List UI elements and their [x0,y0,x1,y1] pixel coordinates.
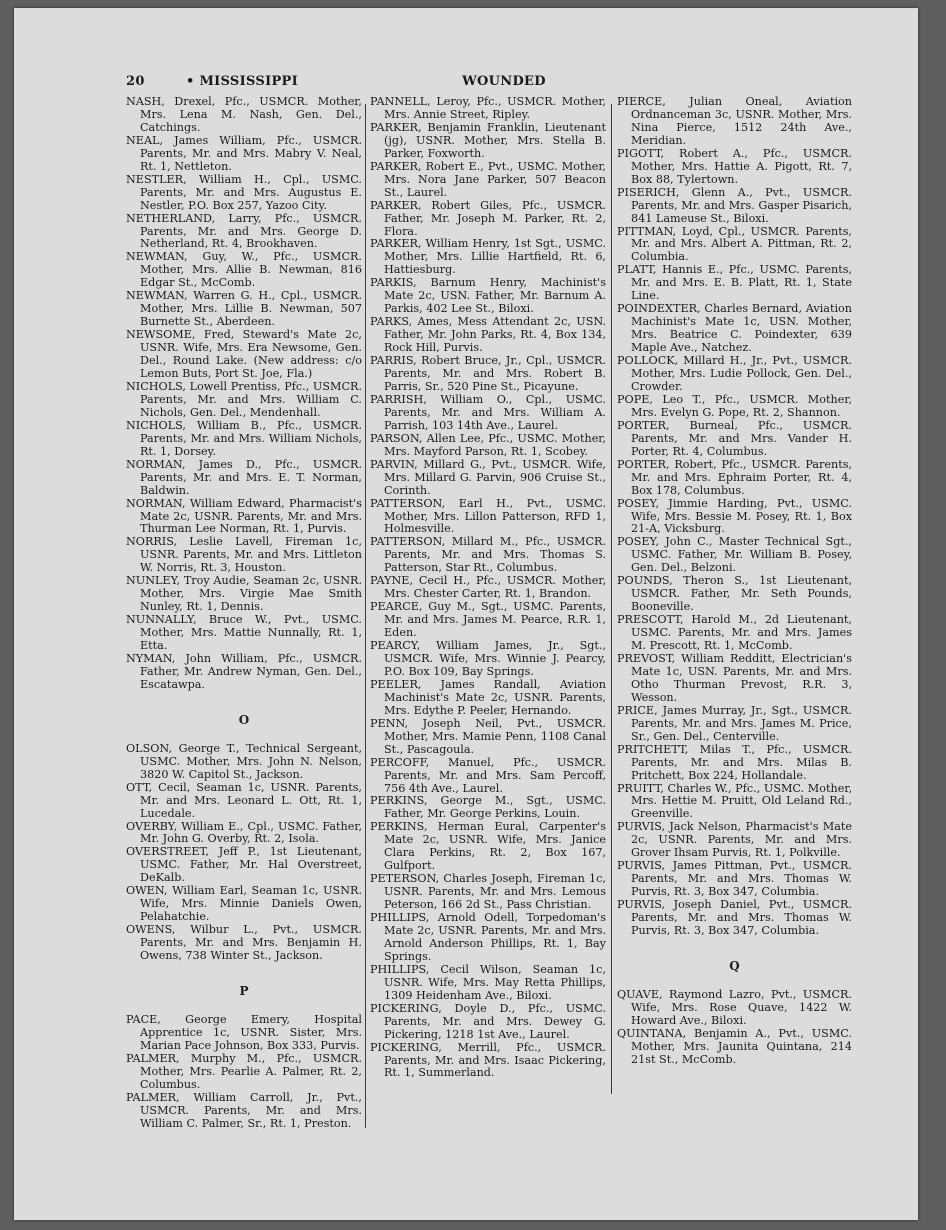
casualty-entry: NEAL, James William, Pfc., USMCR. Parents, Mr. and Mrs. Mabry V. Neal, Rt. 1, Nettleton. [126,133,362,173]
casualty-entry: PARKIS, Barnum Henry, Machinist's Mate 2c, USN. Father, Mr. Barnum A. Parkis, 402 Lee St., Biloxi. [370,276,606,316]
casualty-entry: PISERICH, Glenn A., Pvt., USMCR. Parents, Mr. and Mrs. Gasper Pisarich, 841 Lameuse St., Biloxi. [617,185,852,225]
casualty-entry: PEARCY, William James, Jr., Sgt., USMCR. Wife, Mrs. Winnie J. Pearcy, P.O. Box 109, Bay Springs. [370,639,606,678]
casualty-entry: PREVOST, William Redditt, Electrician's Mate 1c, USN. Parents, Mr. and Mrs. Otho Thurman Prevost, R.R. 3, Wesson. [617,651,852,704]
casualty-entry: POSEY, Jimmie Harding, Pvt., USMC. Wife, Mrs. Bessie M. Posey, Rt. 1, Box 21-A, Vicksburg. [617,496,852,536]
casualty-entry: PIGOTT, Robert A., Pfc., USMCR. Mother, Mrs. Hattie A. Pigott, Rt. 7, Box 88, Tylertown. [617,146,852,186]
casualty-entry: NICHOLS, William B., Pfc., USMCR. Parents, Mr. and Mrs. William Nichols, Rt. 1, Dorsey. [126,418,362,458]
casualty-entry: POUNDS, Theron S., 1st Lieutenant, USMCR. Father, Mr. Seth Pounds, Booneville. [617,574,852,614]
casualty-entry: OWENS, Wilbur L., Pvt., USMCR. Parents, Mr. and Mrs. Benjamin H. Owens, 738 Winter St., Jackson. [126,923,362,963]
column-1 [126,96,362,1131]
casualty-entry: PARKS, Ames, Mess Attendant 2c, USN. Father, Mr. John Parks, Rt. 4, Box 134, Rock Hill, Purvis. [370,315,606,355]
casualty-entry: NEWMAN, Guy, W., Pfc., USMCR. Mother, Mrs. Allie B. Newman, 816 Edgar St., McComb. [126,250,362,290]
casualty-entry: PENN, Joseph Neil, Pvt., USMCR. Mother, Mrs. Mamie Penn, 1108 Canal St., Pascagoula. [370,716,606,756]
casualty-entry: PARVIN, Millard G., Pvt., USMCR. Wife, Mrs. Millard G. Parvin, 906 Cruise St., Corinth. [370,457,606,497]
casualty-entry: POINDEXTER, Charles Bernard, Aviation Machinist's Mate 1c, USN. Mother, Mrs. Beatrice C. Poindexter, 639 Maple Ave., Natchez. [617,302,852,355]
casualty-entry: OTT, Cecil, Seaman 1c, USNR. Parents, Mr. and Mrs. Leonard L. Ott, Rt. 1, Lucedale. [126,780,362,820]
casualty-entry: PALMER, William Carroll, Jr., Pvt., USMCR. Parents, Mr. and Mrs. William C. Palmer, Sr., Rt. 1, Preston. [126,1090,362,1130]
casualty-entry: PANNELL, Leroy, Pfc., USMCR. Mother, Mrs. Annie Street, Ripley. [370,95,606,121]
casualty-entry: PURVIS, James Pittman, Pvt., USMCR. Parents, Mr. and Mrs. Thomas W. Purvis, Rt. 3, Box 347, Columbia. [617,859,852,899]
casualty-entry: NICHOLS, Lowell Prentiss, Pfc., USMCR. Parents, Mr. and Mrs. William C. Nichols, Gen. Del., Mendenhall. [126,379,362,419]
casualty-entry: PERKINS, George M., Sgt., USMC. Father, Mr. George Perkins, Louin. [370,794,606,821]
casualty-entry: OLSON, George T., Technical Sergeant, USMC. Mother, Mrs. John N. Nelson, 3820 W. Capitol St., Jackson. [126,741,362,781]
column-3 [617,96,852,1067]
casualty-entry: NUNNALLY, Bruce W., Pvt., USMC. Mother, Mrs. Mattie Nunnally, Rt. 1, Etta. [126,613,362,653]
casualty-entry: NUNLEY, Troy Audie, Seaman 2c, USNR. Mother, Mrs. Virgie Mae Smith Nunley, Rt. 1, Dennis. [126,574,362,614]
casualty-entry: NEWSOME, Fred, Steward's Mate 2c, USNR. Wife, Mrs. Era Newsome, Gen. Del., Round Lake. (New address: c/o Lemon Buts, Port St. Joe, Fla.) [126,328,362,381]
casualty-entry: PEELER, James Randall, Aviation Machinist's Mate 2c, USNR. Parents, Mrs. Edythe P. Peeler, Hernando. [370,677,606,717]
casualty-entry: OVERBY, William E., Cpl., USMC. Father, Mr. John G. Overby, Rt. 2, Isola. [126,819,362,846]
casualty-entry: PURVIS, Joseph Daniel, Pvt., USMCR. Parents, Mr. and Mrs. Thomas W. Purvis, Rt. 3, Box 347, Columbia. [617,898,852,937]
casualty-entry: POPE, Leo T., Pfc., USMCR. Mother, Mrs. Evelyn G. Pope, Rt. 2, Shannon. [617,392,852,419]
section-letter: P [239,984,249,998]
casualty-entry: PATTERSON, Millard M., Pfc., USMCR. Parents, Mr. and Mrs. Thomas S. Patterson, Star Rt., Columbus. [370,535,606,575]
casualty-entry: POLLOCK, Millard H., Jr., Pvt., USMCR. Mother, Mrs. Ludie Pollock, Gen. Del., Crowder. [617,354,852,393]
casualty-entry: PAYNE, Cecil H., Pfc., USMCR. Mother, Mrs. Chester Carter, Rt. 1, Brandon. [370,574,606,601]
casualty-entry: PACE, George Emery, Hospital Apprentice 1c, USNR. Sister, Mrs. Marian Pace Johnson, Box 333, Purvis. [126,1012,362,1052]
casualty-entry: QUAVE, Raymond Lazro, Pvt., USMCR. Wife, Mrs. Rose Quave, 1422 W. Howard Ave., Biloxi. [617,987,852,1027]
column-2 [370,96,606,1080]
casualty-entry: PORTER, Robert, Pfc., USMCR. Parents, Mr. and Mrs. Ephraim Porter, Rt. 4, Box 178, Columbus. [617,457,852,497]
casualty-entry: PARKER, Robert Giles, Pfc., USMCR. Father, Mr. Joseph M. Parker, Rt. 2, Flora. [370,198,606,238]
casualty-entry: PETERSON, Charles Joseph, Fireman 1c, USNR. Parents, Mr. and Mrs. Lemous Peterson, 166 2d St., Pass Christian. [370,872,606,912]
casualty-entry: NETHERLAND, Larry, Pfc., USMCR. Parents, Mr. and Mrs. George D. Netherland, Rt. 4, Brookhaven. [126,211,362,251]
casualty-entry: OVERSTREET, Jeff P., 1st Lieutenant, USMC. Father, Mr. Hal Overstreet, DeKalb. [126,845,362,885]
casualty-entry: PRUITT, Charles W., Pfc., USMC. Mother, Mrs. Hettie M. Pruitt, Old Leland Rd., Greenville. [617,781,852,821]
casualty-entry: PARKER, Robert E., Pvt., USMC. Mother, Mrs. Nora Jane Parker, 507 Beacon St., Laurel. [370,159,606,199]
casualty-entry: PHILLIPS, Arnold Odell, Torpedoman's Mate 2c, USNR. Parents, Mr. and Mrs. Arnold Anderson Phillips, Rt. 1, Bay Springs. [370,911,606,963]
casualty-entry: PARRIS, Robert Bruce, Jr., Cpl., USMCR. Parents, Mr. and Mrs. Robert B. Parris, Sr., 520 Pine St., Picayune. [370,354,606,393]
casualty-entry: OWEN, William Earl, Seaman 1c, USNR. Wife, Mrs. Minnie Daniels Owen, Pelahatchie. [126,884,362,924]
section-title: WOUNDED [462,74,546,89]
casualty-entry: PURVIS, Jack Nelson, Pharmacist's Mate 2c, USNR. Parents, Mr. and Mrs. Grover Ihsam Purvis, Rt. 1, Polkville. [617,820,852,860]
casualty-entry: PARKER, William Henry, 1st Sgt., USMC. Mother, Mrs. Lillie Hartfield, Rt. 6, Hattiesburg. [370,237,606,277]
casualty-entry: PIERCE, Julian Oneal, Aviation Ordnanceman 3c, USNR. Mother, Mrs. Nina Pierce, 1512 24th Ave., Meridian. [617,95,852,147]
casualty-entry: NORRIS, Leslie Lavell, Fireman 1c, USNR. Parents, Mr. and Mrs. Littleton W. Norris, Rt. 3, Houston. [126,535,362,575]
casualty-entry: QUINTANA, Benjamin A., Pvt., USMC. Mother, Mrs. Jaunita Quintana, 214 21st St., McComb. [617,1026,852,1066]
state-name: • MISSISSIPPI [186,74,298,89]
document-page [14,8,918,1220]
page-number: 20 [126,74,145,89]
casualty-entry: PITTMAN, Loyd, Cpl., USMCR. Parents, Mr. and Mrs. Albert A. Pittman, Rt. 2, Columbia. [617,224,852,264]
casualty-entry: NORMAN, James D., Pfc., USMCR. Parents, Mr. and Mrs. E. T. Norman, Baldwin. [126,457,362,497]
casualty-entry: PARRISH, William O., Cpl., USMC. Parents, Mr. and Mrs. William A. Parrish, 103 14th Ave., Laurel. [370,392,606,432]
casualty-entry: PATTERSON, Earl H., Pvt., USMC. Mother, Mrs. Lillon Patterson, RFD 1, Holmesville. [370,496,606,536]
casualty-entry: PRICE, James Murray, Jr., Sgt., USMCR. Parents, Mr. and Mrs. James M. Price, Sr., Gen. Del., Centerville. [617,703,852,743]
casualty-entry: PORTER, Burneal, Pfc., USMCR. Parents, Mr. and Mrs. Vander H. Porter, Rt. 4, Columbus. [617,418,852,458]
section-letter: Q [729,958,740,973]
casualty-entry: PLATT, Hannis E., Pfc., USMC. Parents, Mr. and Mrs. E. B. Platt, Rt. 1, State Line. [617,263,852,303]
casualty-entry: PALMER, Murphy M., Pfc., USMCR. Mother, Mrs. Pearlie A. Palmer, Rt. 2, Columbus. [126,1051,362,1091]
casualty-entry: PRITCHETT, Milas T., Pfc., USMCR. Parents, Mr. and Mrs. Milas B. Pritchett, Box 224, Hollandale. [617,742,852,782]
casualty-entry: PERCOFF, Manuel, Pfc., USMCR. Parents, Mr. and Mrs. Sam Percoff, 756 4th Ave., Laurel. [370,755,606,795]
casualty-entry: NESTLER, William H., Cpl., USMC. Parents, Mr. and Mrs. Augustus E. Nestler, P.O. Box 257, Yazoo City. [126,172,362,212]
column-divider-1 [365,104,366,1128]
casualty-entry: NYMAN, John William, Pfc., USMCR. Father, Mr. Andrew Nyman, Gen. Del., Escatawpa. [126,651,362,691]
casualty-entry: NORMAN, William Edward, Pharmacist's Mate 2c, USNR. Parents, Mr. and Mrs. Thurman Lee Norman, Rt. 1, Purvis. [126,496,362,536]
casualty-entry: PEARCE, Guy M., Sgt., USMC. Parents, Mr. and Mrs. James M. Pearce, R.R. 1, Eden. [370,600,606,640]
section-letter: O [238,712,250,727]
state-name-text: MISSISSIPPI [199,74,298,89]
casualty-entry: PRESCOTT, Harold M., 2d Lieutenant, USMC. Parents, Mr. and Mrs. James M. Prescott, Rt. 1, McComb. [617,613,852,653]
page-header [126,74,866,94]
casualty-entry: PICKERING, Doyle D., Pfc., USMC. Parents, Mr. and Mrs. Dewey G. Pickering, 1218 1st Ave., Laurel. [370,1001,606,1041]
casualty-entry: PERKINS, Herman Eural, Carpenter's Mate 2c, USNR. Wife, Mrs. Janice Clara Perkins, Rt. 2, Box 167, Gulfport. [370,820,606,873]
casualty-entry: NASH, Drexel, Pfc., USMCR. Mother, Mrs. Lena M. Nash, Gen. Del., Catchings. [126,95,362,134]
casualty-entry: PARSON, Allen Lee, Pfc., USMC. Mother, Mrs. Mayford Parson, Rt. 1, Scobey. [370,431,606,458]
casualty-entry: POSEY, John C., Master Technical Sgt., USMC. Father, Mr. William B. Posey, Gen. Del., Belzoni. [617,535,852,575]
casualty-entry: PICKERING, Merrill, Pfc., USMCR. Parents, Mr. and Mrs. Isaac Pickering, Rt. 1, Summerland. [370,1040,606,1080]
column-divider-2 [611,104,612,1094]
casualty-entry: NEWMAN, Warren G. H., Cpl., USMCR. Mother, Mrs. Lillie B. Newman, 507 Burnette St., Aberdeen. [126,289,362,329]
casualty-entry: PARKER, Benjamin Franklin, Lieutenant (jg), USNR. Mother, Mrs. Stella B. Parker, Foxworth. [370,120,606,160]
casualty-entry: PHILLIPS, Cecil Wilson, Seaman 1c, USNR. Wife, Mrs. May Retta Phillips, 1309 Heidenham Ave., Biloxi. [370,962,606,1002]
